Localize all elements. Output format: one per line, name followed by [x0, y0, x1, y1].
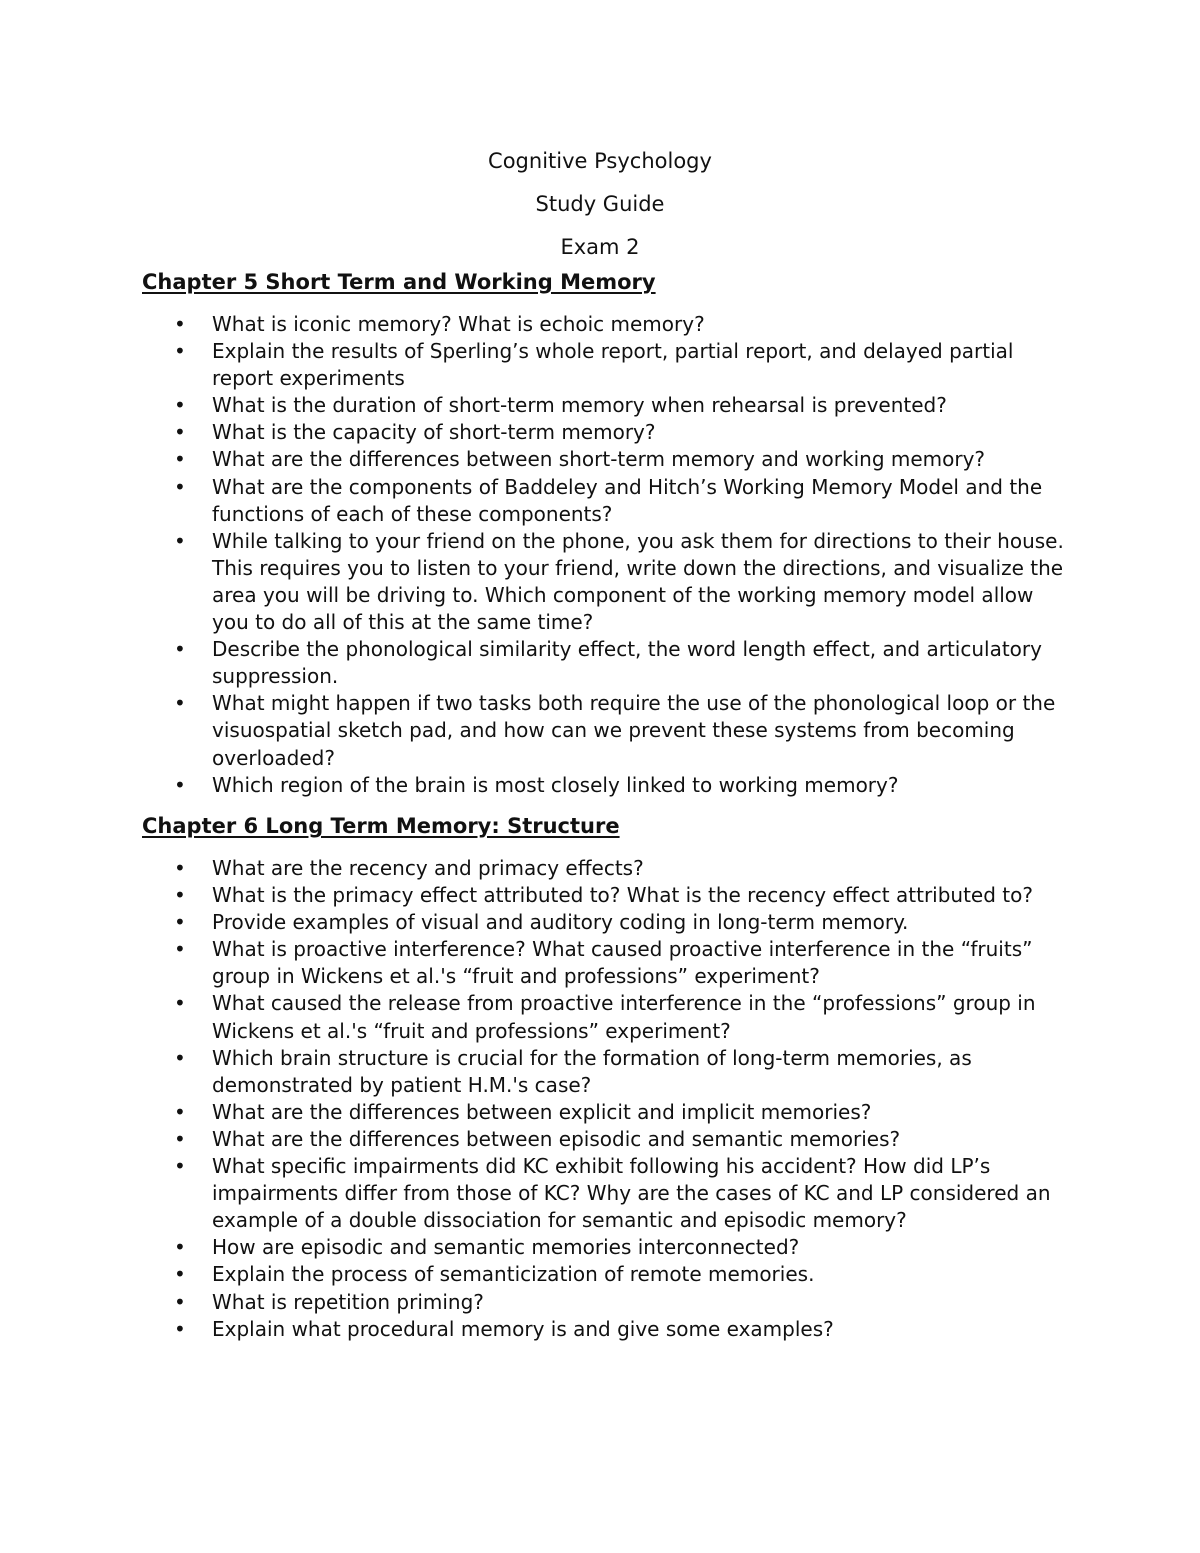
question-text: What might happen if two tasks both require the use of the phonological loop or the visuospatial sketch pad, and how can we prevent these systems from becoming overloaded?	[212, 691, 1056, 770]
question-item	[142, 338, 1072, 392]
bullet-icon: •	[174, 420, 186, 445]
bullet-icon: •	[174, 1154, 186, 1179]
question-text: What is the primacy effect attributed to? What is the recency effect attributed to?	[212, 883, 1033, 908]
question-item	[142, 772, 1072, 799]
chapter-5-question-list	[142, 311, 1072, 799]
bullet-icon: •	[174, 528, 186, 553]
question-item	[142, 882, 1072, 909]
bullet-icon: •	[174, 883, 186, 908]
question-text: What are the differences between short-term memory and working memory?	[212, 447, 986, 472]
question-item	[142, 392, 1072, 419]
question-item	[142, 1153, 1072, 1234]
question-item	[142, 1316, 1072, 1343]
question-text: What are the recency and primacy effects?	[212, 856, 644, 880]
bullet-icon: •	[174, 393, 186, 418]
bullet-icon: •	[174, 637, 186, 662]
exam-label: Exam 2	[560, 235, 640, 259]
bullet-icon: •	[174, 474, 186, 499]
question-item	[142, 1261, 1072, 1288]
bullet-icon: •	[174, 910, 186, 935]
bullet-icon: •	[174, 772, 186, 797]
bullet-icon: •	[174, 1316, 186, 1341]
question-text: Explain what procedural memory is and give some examples?	[212, 1316, 834, 1341]
chapter-6-section	[142, 812, 1072, 1343]
question-text: Which region of the brain is most closely linked to working memory?	[212, 772, 899, 797]
chapter-5-section	[142, 268, 1072, 799]
question-item	[142, 1126, 1072, 1153]
bullet-icon: •	[174, 447, 186, 472]
bullet-icon: •	[174, 991, 186, 1016]
bullet-icon: •	[174, 937, 186, 962]
bullet-icon: •	[174, 1099, 186, 1124]
chapter-6-question-list	[142, 855, 1072, 1343]
bullet-icon: •	[174, 1289, 186, 1314]
question-text: What is repetition priming?	[212, 1289, 484, 1314]
bullet-icon: •	[174, 312, 186, 336]
question-item	[142, 855, 1072, 882]
question-text: What are the differences between explicit and implicit memories?	[212, 1099, 872, 1124]
bullet-icon: •	[174, 1045, 186, 1070]
question-item	[142, 636, 1072, 690]
bullet-icon: •	[174, 339, 186, 364]
title-block	[0, 140, 1200, 269]
chapter-5-heading: Chapter 5 Short Term and Working Memory	[142, 270, 656, 294]
question-item	[142, 419, 1072, 446]
question-item	[142, 1289, 1072, 1316]
question-text: What are the components of Baddeley and Hitch’s Working Memory Model and the functions of each of these components?	[212, 474, 1043, 526]
question-text: What is iconic memory? What is echoic memory?	[212, 312, 705, 336]
question-item	[142, 1045, 1072, 1099]
question-text: What specific impairments did KC exhibit following his accident? How did LP’s impairments differ from those of KC? Why are the cases of KC and LP considered an example of a double dissociation for semantic and episodic memory?	[212, 1154, 1051, 1233]
question-text: Explain the results of Sperling’s whole report, partial report, and delayed partial report experiments	[212, 339, 1014, 391]
question-text: What is the capacity of short-term memory?	[212, 420, 656, 445]
bullet-icon: •	[174, 1235, 186, 1260]
question-item	[142, 690, 1072, 771]
question-item	[142, 1099, 1072, 1126]
bullet-icon: •	[174, 856, 186, 880]
question-text: Describe the phonological similarity effect, the word length effect, and articulatory suppression.	[212, 637, 1042, 689]
question-text: Which brain structure is crucial for the formation of long-term memories, as demonstrated by patient H.M.'s case?	[212, 1045, 972, 1097]
question-text: What caused the release from proactive interference in the “professions” group in Wickens et al.'s “fruit and professions” experiment?	[212, 991, 1036, 1043]
document-subtitle: Study Guide	[535, 192, 665, 216]
question-text: What is proactive interference? What caused proactive interference in the “fruits” group in Wickens et al.'s “fruit and professions” experiment?	[212, 937, 1033, 989]
question-item	[142, 311, 1072, 338]
question-item	[142, 909, 1072, 936]
question-text: Provide examples of visual and auditory coding in long-term memory.	[212, 910, 909, 935]
question-text: While talking to your friend on the phone, you ask them for directions to their house. This requires you to listen to your friend, write down the directions, and visualize the area you will be driving to. Which component of the working memory model allow you to do all of this at the same time?	[212, 528, 1064, 635]
question-item	[142, 474, 1072, 528]
question-item	[142, 528, 1072, 636]
question-text: Explain the process of semanticization of remote memories.	[212, 1262, 815, 1287]
question-item	[142, 446, 1072, 473]
question-item	[142, 990, 1072, 1044]
bullet-icon: •	[174, 1126, 186, 1151]
chapter-6-heading: Chapter 6 Long Term Memory: Structure	[142, 814, 620, 838]
question-text: How are episodic and semantic memories interconnected?	[212, 1235, 800, 1260]
question-item	[142, 1234, 1072, 1261]
question-text: What are the differences between episodic and semantic memories?	[212, 1126, 901, 1151]
course-title: Cognitive Psychology	[488, 149, 712, 173]
question-text: What is the duration of short-term memory when rehearsal is prevented?	[212, 393, 947, 418]
bullet-icon: •	[174, 1262, 186, 1287]
bullet-icon: •	[174, 691, 186, 716]
question-item	[142, 936, 1072, 990]
